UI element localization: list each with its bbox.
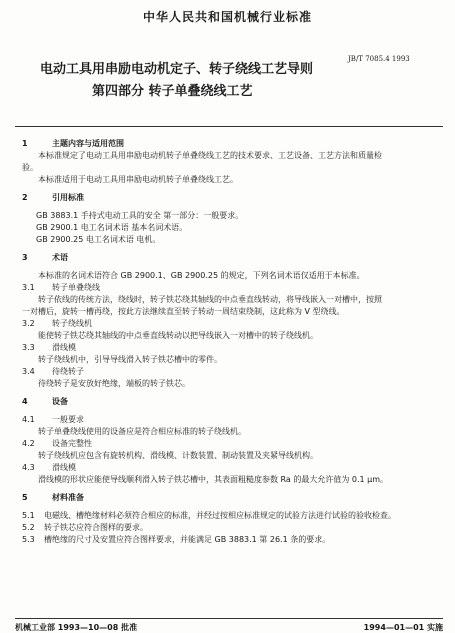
section-number: 4 (22, 397, 28, 406)
section-heading (22, 438, 442, 450)
line-text: 滑线模 (52, 463, 76, 472)
section-heading (22, 282, 442, 294)
effective-date: 1994—01—01 实施 (363, 623, 443, 632)
line-text: 待绕转子 (52, 367, 84, 376)
line-text: 滑线模的形状应能使导线顺利滑入转子铁芯槽中，其表面粗糙度参数 Ra 的最大允许值为 0.1 μm。 (38, 475, 389, 484)
section-heading (22, 396, 442, 408)
line-text: 转子绕线机中，引导导线滑入转子铁芯槽中的零件。 (38, 355, 222, 364)
standard-code: JB/T 7085.4 1993 (348, 55, 410, 63)
paragraph-line (22, 354, 442, 366)
line-text: 验。 (22, 163, 38, 172)
section-heading (22, 414, 442, 426)
section-number: 4.3 (22, 463, 35, 472)
line-text: 转子单叠绕线使用的设备应是符合相应标准的转子绕线机。 (38, 427, 246, 436)
section-heading (22, 192, 442, 204)
line-text: GB 2900.1 电工名词术语 基本名词术语。 (36, 223, 188, 232)
document-body (22, 138, 442, 546)
section-heading (22, 318, 442, 330)
section-number: 1 (22, 139, 28, 148)
line-text: 设备完整性 (52, 439, 92, 448)
paragraph-line (22, 522, 442, 534)
section-heading (22, 492, 442, 504)
paragraph-line (22, 534, 442, 546)
line-text: 滑线模 (52, 343, 76, 352)
section-number: 2 (22, 193, 28, 202)
reference-item (22, 222, 442, 234)
section-heading (22, 342, 442, 354)
paragraph-line (22, 378, 442, 390)
paragraph-line (22, 306, 442, 318)
line-text: 本标准适用于电动工具用串励电动机转子单叠绕线工艺。 (38, 175, 238, 184)
paragraph-line (22, 510, 442, 522)
section-heading (22, 138, 442, 150)
section-heading (22, 366, 442, 378)
line-text: 一对槽后，旋转一槽再绕，按此方法继续直至转子转动一周结束绕制，这此称为 V 型绕线。 (22, 307, 345, 316)
line-text: 主题内容与适用范围 (52, 139, 124, 148)
line-text: 引用标准 (52, 193, 84, 202)
section-heading (22, 252, 442, 264)
section-number: 3.4 (22, 367, 35, 376)
line-text: 转子绕线机应包含有旋转机构、滑线模、计数装置、制动装置及夹紧导线机构。 (38, 451, 318, 460)
paragraph-line (22, 474, 442, 486)
section-number: 5.2 (22, 523, 35, 532)
section-number: 3 (22, 253, 28, 262)
paragraph-line (22, 294, 442, 306)
line-text: 转子铁芯应符合图样的要求。 (44, 523, 148, 532)
line-text: 转子绕线机 (52, 319, 92, 328)
reference-item (22, 234, 442, 246)
line-text: 术语 (52, 253, 68, 262)
line-text: 能使转子铁芯绕其轴线的中点垂直线转动以把导线嵌入一对槽中的转子绕线机。 (38, 331, 318, 340)
paragraph-line (22, 174, 442, 186)
reference-item (22, 210, 442, 222)
document-title: 电动工具用串励电动机定子、转子绕线工艺导则 (40, 62, 314, 77)
paragraph-line (22, 270, 442, 282)
section-heading (22, 462, 442, 474)
section-number: 5 (22, 493, 28, 502)
line-text: 设备 (52, 397, 68, 406)
section-number: 4.2 (22, 439, 35, 448)
paragraph-line (22, 162, 442, 174)
paragraph-line (22, 330, 442, 342)
section-number: 5.1 (22, 511, 35, 520)
section-number: 4.1 (22, 415, 35, 424)
section-number: 3.2 (22, 319, 35, 328)
line-text: 本标准的名词术语符合 GB 2900.1、GB 2900.25 的规定，下列名词术语仅适用于本标准。 (38, 271, 365, 280)
line-text: GB 3883.1 手持式电动工具的安全 第一部分：一般要求。 (36, 211, 244, 220)
line-text: 本标准规定了电动工具用串励电动机转子单叠绕线工艺的技术要求、工艺设备、工艺方法和质量检 (38, 151, 382, 160)
line-text: 一般要求 (52, 415, 84, 424)
section-number: 3.3 (22, 343, 35, 352)
line-text: 槽绝缘的尺寸及安置应符合图样要求，并能满足 GB 3883.1 第 26.1 条的要求。 (44, 535, 331, 544)
footer-divider (15, 618, 443, 619)
paragraph-line (22, 450, 442, 462)
line-text: GB 2900.25 电工名词术语 电机。 (36, 235, 161, 244)
line-text: 待绕转子是安放好绝缘，端板的转子铁芯。 (38, 379, 190, 388)
line-text: 转子单叠绕线 (52, 283, 100, 292)
paragraph-line (22, 426, 442, 438)
section-number: 3.1 (22, 283, 35, 292)
document-subtitle: 第四部分 转子单叠绕线工艺 (92, 84, 253, 99)
header-divider (15, 126, 443, 127)
section-number: 5.3 (22, 535, 35, 544)
paragraph-line (22, 150, 442, 162)
line-text: 材料准备 (52, 493, 84, 502)
approval-date: 机械工业部 1993—10—08 批准 (15, 623, 138, 632)
line-text: 电磁线、槽绝缘材料必须符合相应的标准，并经过按相应标准规定的试验方法进行试验的验收检查。 (44, 511, 396, 520)
standard-category: 中华人民共和国机械行业标准 (142, 10, 312, 24)
line-text: 转子依线的传统方法，绕线时，转子铁芯绕其轴线的中点垂直线转动，将导线嵌入一对槽中，按照 (38, 295, 382, 304)
